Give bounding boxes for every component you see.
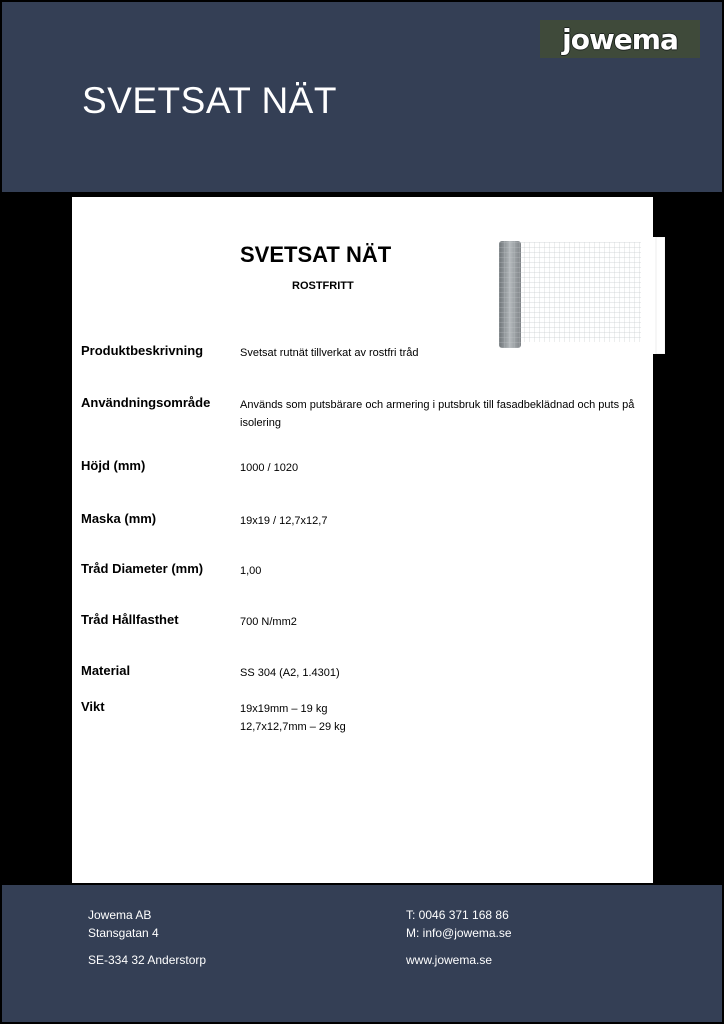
spec-label: Maska (mm)	[81, 511, 157, 526]
mesh-roll-image	[499, 237, 665, 354]
spec-label: Tråd Diameter (mm)	[81, 561, 204, 576]
page-title: SVETSAT NÄT	[82, 80, 337, 121]
spec-label: Vikt	[81, 699, 105, 714]
spec-value: SS 304 (A2, 1.4301)	[240, 667, 340, 679]
footer-street: Stansgatan 4	[88, 926, 159, 940]
spec-value	[240, 700, 650, 736]
spec-value: 1000 / 1020	[240, 462, 299, 474]
spec-value: 700 N/mm2	[240, 616, 297, 628]
footer-phone: T: 0046 371 168 86	[406, 908, 509, 922]
spec-label: Tråd Hållfasthet	[81, 612, 179, 627]
page-footer	[2, 885, 722, 1022]
spec-value: Används som putsbärare och armering i putsbruk till fasadbeklädnad och puts på isolering	[240, 399, 635, 429]
page-header	[2, 2, 722, 192]
footer-postal: SE-334 32 Anderstorp	[88, 953, 207, 967]
spec-value: 1,00	[240, 565, 262, 577]
spec-label: Material	[81, 663, 131, 678]
spec-label: Produktbeskrivning	[81, 343, 204, 358]
spec-value: Svetsat rutnät tillverkat av rostfri tråd	[240, 347, 419, 359]
jowema-logo	[540, 20, 700, 58]
product-subtitle: ROSTFRITT	[292, 280, 354, 292]
mesh-roll-illustration	[499, 237, 665, 354]
footer-email[interactable]: M: info@jowema.se	[406, 926, 512, 940]
spec-label: Användningsområde	[81, 395, 211, 410]
weight-value-line: 12,7x12,7mm – 29 kg	[240, 721, 346, 733]
spec-label: Höjd (mm)	[81, 458, 146, 473]
footer-website-link[interactable]: www.jowema.se	[406, 953, 493, 967]
weight-value-line: 19x19mm – 19 kg	[240, 703, 328, 715]
logo-text: jowema	[562, 22, 678, 56]
spec-value: 19x19 / 12,7x12,7	[240, 515, 328, 527]
product-title: SVETSAT NÄT	[240, 242, 392, 267]
footer-company: Jowema AB	[88, 908, 152, 922]
